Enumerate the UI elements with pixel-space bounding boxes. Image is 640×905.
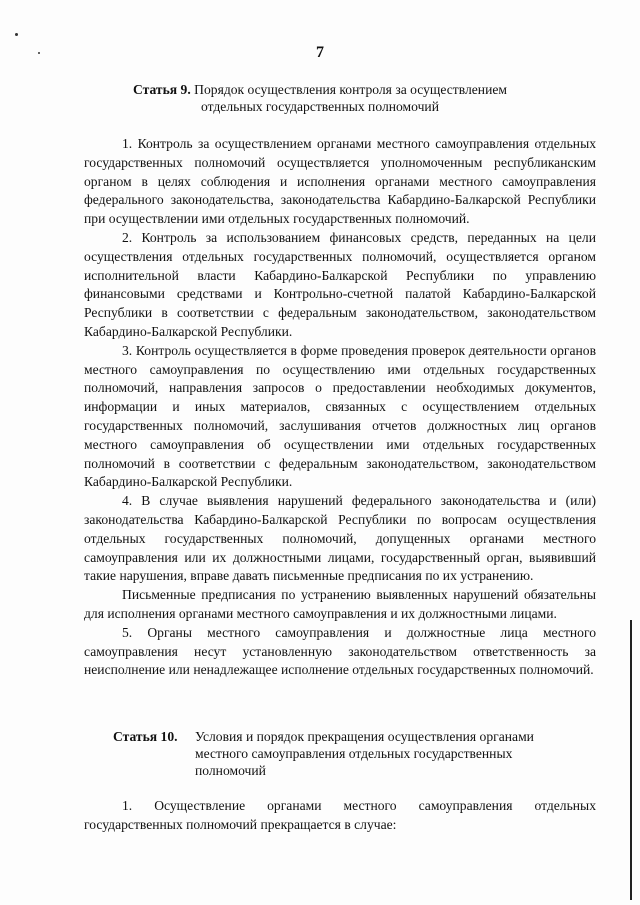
article-9-paragraph-6: 5. Органы местного самоуправления и должностные лица местного самоуправления несут установленную законодательством ответственность за неисполнение или ненадлежащее исполнение отдельных государственных полномочий.: [84, 624, 596, 678]
article-10-paragraph-1: 1. Осуществление органами местного самоуправления отдельных государственных полномочий прекращается в случае:: [84, 798, 596, 832]
article-9-title-line-2: отдельных государственных полномочий: [201, 99, 439, 114]
article-9-title-line-1: [0, 81, 640, 98]
article-10-body: [84, 797, 596, 835]
article-10-label: Статья 10.: [113, 729, 178, 744]
page-number: 7: [316, 44, 324, 61]
article-9-paragraph-3: 3. Контроль осуществляется в форме проведения проверок деятельности органов местного самоуправления по осуществлению ими отдельных государственных полномочий, направления запросов о предоставлении необходимых документов, информации и иных материалов, связанных с осуществлением отдельных государственных полномочий, заслушивания отчетов должностных лиц органов местного самоуправления об осуществлении ими отдельных государственных полномочий в соответствии с федеральным законодательством, законодательством Кабардино-Балкарской Республики.: [84, 342, 596, 490]
article-10-title-text-1: Условия и порядок прекращения осуществления органами: [195, 729, 534, 744]
article-9-label: Статья 9.: [133, 82, 191, 97]
article-9-heading: [0, 81, 640, 115]
article-9-paragraph-2: 2. Контроль за использованием финансовых средств, переданных на цели осуществления отдельных государственных полномочий, осуществляется органом исполнительной власти Кабардино-Балкарской Республики по управлению финансовыми средствами и Контрольно-счетной палатой Кабардино-Балкарской Республики в соответствии с федеральным законодательством, законодательством Кабардино-Балкарской Республики.: [84, 229, 596, 339]
article-10-title-line-3: полномочий: [195, 763, 266, 778]
article-9-paragraph-4: 4. В случае выявления нарушений федерального законодательства и (или) законодательства Кабардино-Балкарской Республики по вопросам осуществления отдельных государственных полномочий, допущенных органами местного самоуправления или их должностными лицами, государственный орган, выявивший такие нарушения, вправе давать письменные предписания по их устранению.: [84, 493, 596, 584]
article-10-title-line-2: местного самоуправления отдельных государственных: [195, 746, 513, 761]
article-9-paragraph-5: Письменные предписания по устранению выявленных нарушений обязательны для исполнения органами местного самоуправления и их должностными лицами.: [84, 587, 596, 621]
scan-speck: [15, 33, 18, 36]
article-9-paragraph-1: 1. Контроль за осуществлением органами местного самоуправления отдельных государственных полномочий осуществляется уполномоченным республиканским органом в целях соблюдения и исполнения органами местного самоуправления федерального законодательства, законодательства Кабардино-Балкарской Республики при осуществлении ими отдельных государственных полномочий.: [84, 136, 596, 227]
article-10-heading: [113, 728, 603, 779]
article-10-title-line-1: [113, 728, 603, 745]
article-9-body: [84, 135, 596, 680]
scan-edge-line: [630, 620, 632, 900]
article-9-title-text-1: Порядок осуществления контроля за осуществлением: [194, 82, 507, 97]
